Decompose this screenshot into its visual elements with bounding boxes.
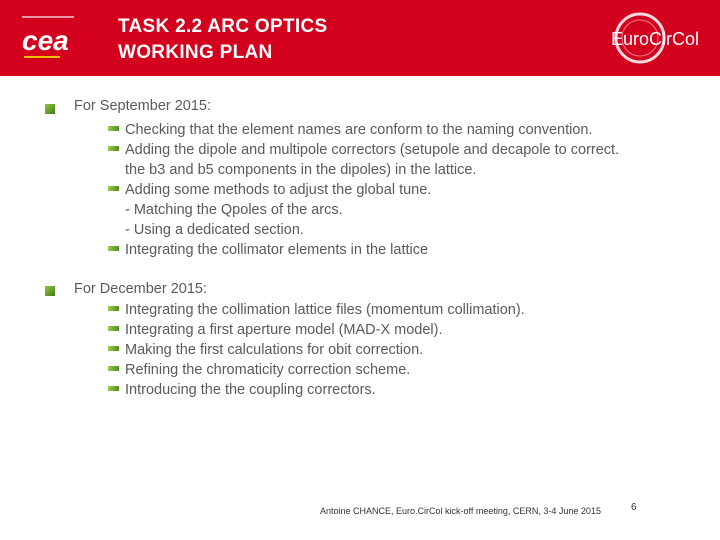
eurocircol-logo-text: EuroCirCol <box>611 29 700 49</box>
list-bullet-icon <box>108 246 119 251</box>
eurocircol-logo-icon <box>606 10 718 66</box>
title-line-2: WORKING PLAN <box>118 42 273 63</box>
list-item: Adding some methods to adjust the global tune. <box>125 182 432 198</box>
section-bullet-icon <box>45 286 55 296</box>
list-item-sub: - Matching the Qpoles of the arcs. <box>125 202 343 218</box>
list-item-continuation: the b3 and b5 components in the dipoles) in the lattice. <box>125 162 477 178</box>
list-bullet-icon <box>108 306 119 311</box>
list-item: Introducing the the coupling correctors. <box>125 382 376 398</box>
list-item: Checking that the element names are conform to the naming convention. <box>125 122 593 138</box>
list-bullet-icon <box>108 126 119 131</box>
footer-text: Antoine CHANCE, Euro.CirCol kick-off meeting, CERN, 3-4 June 2015 <box>320 506 601 516</box>
header-bar <box>0 0 720 76</box>
list-item: Integrating the collimator elements in the lattice <box>125 242 429 258</box>
list-bullet-icon <box>108 346 119 351</box>
list-item-sub: - Using a dedicated section. <box>125 222 304 238</box>
list-item: Integrating the collimation lattice files (momentum collimation). <box>125 302 525 318</box>
slide-content <box>0 76 720 496</box>
list-item: Adding the dipole and multipole correctors (setupole and decapole to correct. <box>125 142 620 158</box>
title-line-1: TASK 2.2 ARC OPTICS <box>118 16 328 37</box>
list-item: Making the first calculations for obit correction. <box>125 342 424 358</box>
list-item: Refining the chromaticity correction scheme. <box>125 362 411 378</box>
section-bullet-icon <box>45 104 55 114</box>
page-title <box>118 14 327 66</box>
page-number: 6 <box>631 502 637 513</box>
cea-logo-icon <box>18 14 78 62</box>
list-bullet-icon <box>108 186 119 191</box>
list-bullet-icon <box>108 386 119 391</box>
list-item: Integrating a first aperture model (MAD-X model). <box>125 322 443 338</box>
cea-logo-text: cea <box>22 25 69 56</box>
list-bullet-icon <box>108 366 119 371</box>
section-title-september: For September 2015: <box>74 98 212 114</box>
list-bullet-icon <box>108 326 119 331</box>
list-bullet-icon <box>108 146 119 151</box>
section-title-december: For December 2015: <box>74 281 207 297</box>
